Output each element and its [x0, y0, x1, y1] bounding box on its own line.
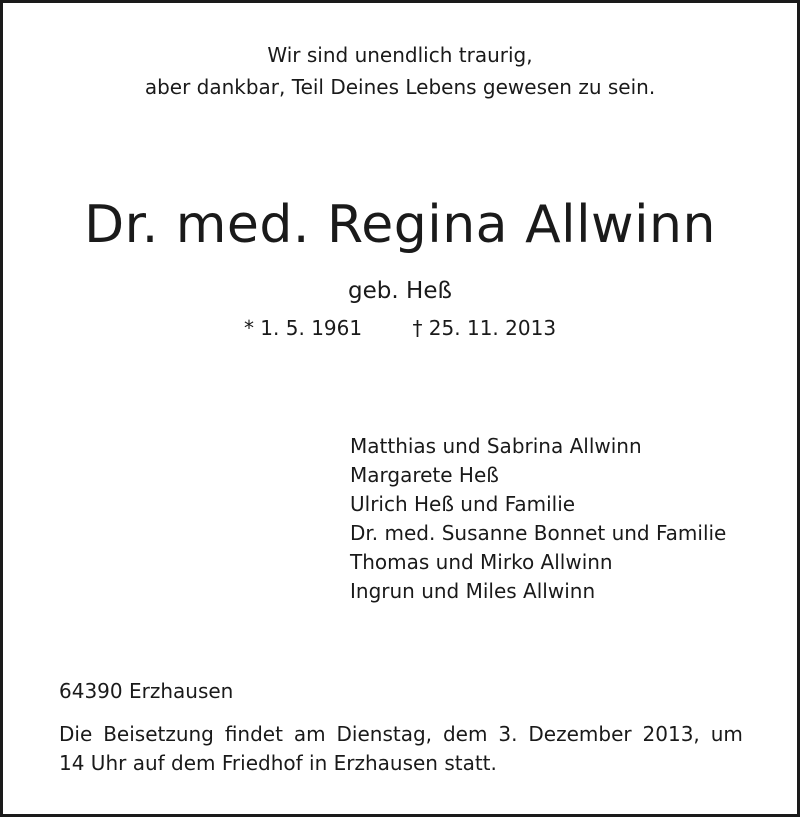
mourner-item: Ingrun und Miles Allwinn: [350, 579, 596, 603]
funeral-word: Dezember: [528, 722, 632, 746]
mourners-list: [350, 432, 726, 606]
deceased-name: Dr. med. Regina Allwinn: [84, 195, 716, 255]
funeral-line-2: 14 Uhr auf dem Friedhof in Erzhausen statt.: [59, 751, 497, 775]
funeral-word: 3.: [498, 722, 518, 746]
location: 64390 Erzhausen: [59, 679, 234, 703]
life-dates: [3, 314, 797, 342]
mourner-item: Margarete Heß: [350, 463, 499, 487]
mourner-item: Matthias und Sabrina Allwinn: [350, 434, 642, 458]
motto-line-2: aber dankbar, Teil Deines Lebens gewesen zu sein.: [144, 75, 656, 99]
funeral-notice: [59, 720, 743, 778]
mourner-item: Thomas und Mirko Allwinn: [350, 550, 613, 574]
funeral-word: Dienstag,: [336, 722, 433, 746]
mourner-item: Dr. med. Susanne Bonnet und Familie: [350, 521, 727, 545]
motto-line-1: Wir sind unendlich traurig,: [267, 43, 533, 67]
birth-name: geb. Heß: [348, 278, 452, 304]
funeral-word: dem: [442, 722, 488, 746]
funeral-word: findet: [224, 722, 283, 746]
death-date: † 25. 11. 2013: [412, 316, 557, 340]
funeral-word: am: [293, 722, 326, 746]
funeral-line-1: [59, 720, 743, 749]
funeral-word: Beisetzung: [103, 722, 214, 746]
funeral-word: 2013,: [642, 722, 700, 746]
motto: [3, 39, 797, 103]
mourner-item: Ulrich Heß und Familie: [350, 492, 576, 516]
funeral-word: um: [710, 722, 743, 746]
funeral-word: Die: [59, 722, 93, 746]
birth-date: * 1. 5. 1961: [243, 316, 363, 340]
